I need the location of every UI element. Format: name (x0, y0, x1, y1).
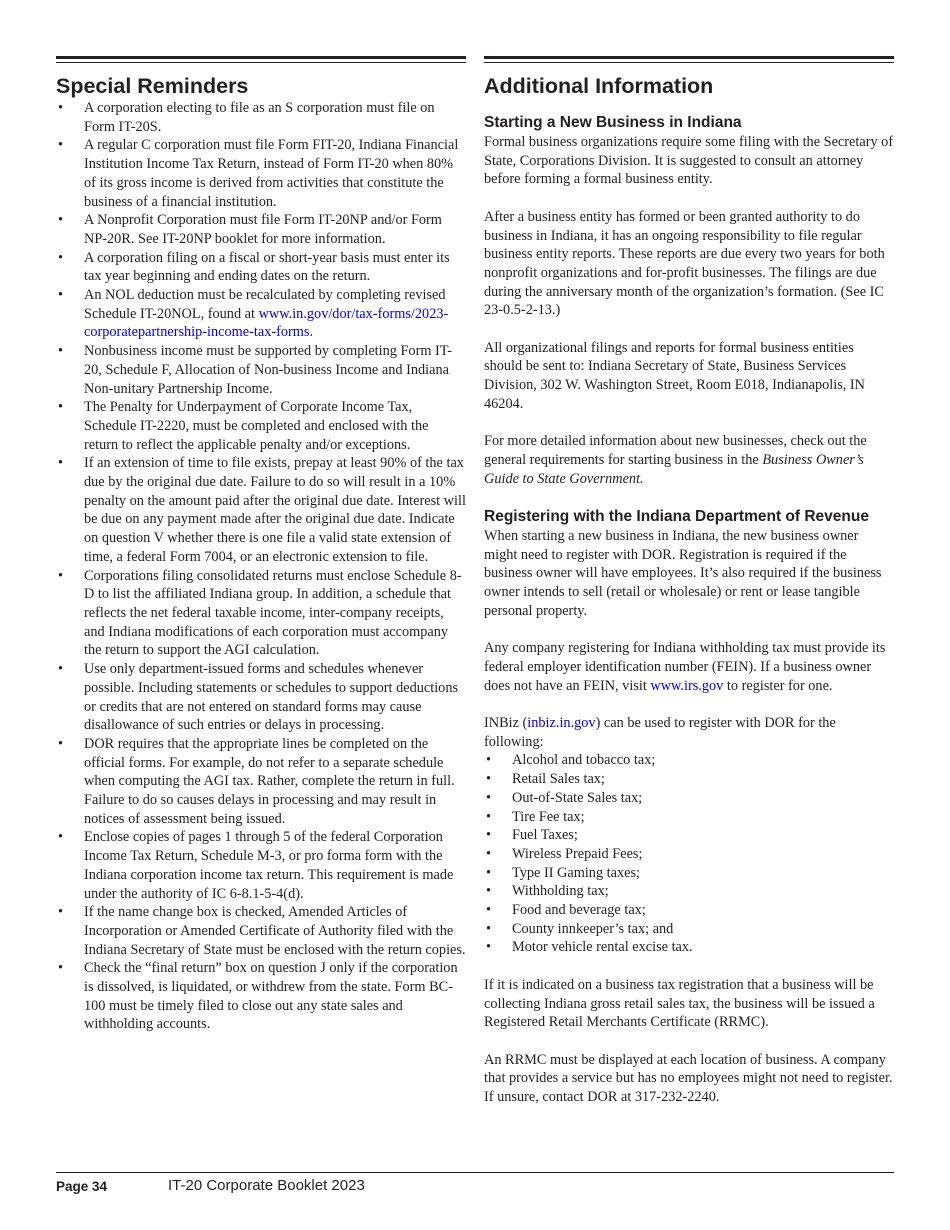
tax-type-item: • Alcohol and tobacco tax; (484, 751, 894, 770)
paragraph: An RRMC must be displayed at each location of business. A company that provides a service but has no employees might not need to register. If unsure, contact DOR at 317-232-2240. (484, 1051, 893, 1106)
item-text: DOR requires that the appropriate lines be completed on the official forms. For example, do not refer to a separate schedule when computing the AGI tax. Rather, complete the return in full. Failure to do so causes delays in processing and may result in notices of assessment being issued. (84, 735, 455, 827)
item-text: . (309, 324, 314, 341)
text: INBiz ( (484, 715, 528, 731)
irs-link[interactable]: www.irs.gov (650, 677, 724, 694)
paragraph: After a business entity has formed or been granted authority to do business in Indiana, it has an ongoing responsibility to file regular business entity reports. These reports are due every two years for both nonprofit organizations and for-profit businesses. The filings are due during the anniversary month of the organization’s formation. (See IC 23-0.5-2-13.) (484, 208, 885, 319)
reminder-item (56, 249, 466, 286)
tax-type-item: • Type II Gaming taxes; (484, 864, 894, 883)
booklet-title: IT-20 Corporate Booklet 2023 (168, 1177, 365, 1194)
tax-type-item: • Wireless Prepaid Fees; (484, 845, 894, 864)
item-text: A regular C corporation must file Form FIT-20, Indiana Financial Institution Income Tax Return, instead of Form IT-20 when 80% of its gross income is derived from activities that constitute the business of a financial institution. (84, 137, 459, 210)
section-rule (484, 56, 894, 63)
paragraph: When starting a new business in Indiana, the new business owner might need to register with DOR. Registration is required if the business owner will have employees. It’s also required if the business owner intends to sell (retail or wholesale) or rent or lease tangible personal property. (484, 528, 882, 619)
item-text: If the name change box is checked, Amended Articles of Incorporation or Amended Certificate of Authority filed with the Indiana Secretary of State must be enclosed with the return copies. (84, 904, 466, 958)
text: to register for one. (723, 677, 833, 694)
section-rule (56, 56, 466, 63)
item-text: A corporation filing on a fiscal or short-year basis must enter its tax year beginning and ending dates on the return. (84, 249, 450, 285)
paragraph: If it is indicated on a business tax registration that a business will be collecting Indiana gross retail sales tax, the business will be issued a Registered Retail Merchants Certificate (RRMC). (484, 976, 875, 1031)
item-text: Corporations filing consolidated returns must enclose Schedule 8-D to list the affiliated Indiana group. In addition, a schedule that reflects the net federal taxable income, inter-company receipts, and Indiana modifications of each corporation must accompany the return to support the AGI calculation. (84, 567, 462, 659)
subheading-register-dor: Registering with the Indiana Department of Revenue (484, 508, 869, 525)
reminder-item (56, 454, 466, 566)
reminders-list (56, 99, 466, 1034)
item-text: The Penalty for Underpayment of Corporate Income Tax, Schedule IT-2220, must be completed and enclosed with the return to reflect the applicable penalty and/or exceptions. (84, 399, 429, 453)
tax-type-list (484, 751, 894, 957)
reminder-item (56, 660, 466, 735)
section-title: Special Reminders (56, 74, 249, 98)
text: ) can be used to register with DOR for the following: (484, 715, 836, 750)
tax-type-item: • Tire Fee tax; (484, 808, 894, 827)
item-text: A corporation electing to file as an S corporation must file on Form IT-20S. (84, 100, 435, 135)
reminder-item (56, 136, 466, 211)
tax-type-item: • Retail Sales tax; (484, 770, 894, 789)
page-number: Page 34 (56, 1179, 108, 1194)
item-text: An NOL deduction must be recalculated by completing revised Schedule IT-20NOL, found at (84, 287, 446, 322)
reminder-item (56, 735, 466, 829)
tax-type-item: • County innkeeper’s tax; and (484, 920, 894, 939)
paragraph (484, 432, 894, 488)
reminder-item (56, 398, 466, 454)
paragraph (484, 714, 894, 751)
paragraph: All organizational filings and reports for formal business entities should be sent to: Indiana Secretary of State, Business Services Division, 302 W. Washington Street, Room E018, Indianapolis, IN 46204. (484, 339, 866, 412)
tax-type-item: • Motor vehicle rental excise tax. (484, 938, 894, 957)
text: For more detailed information about new businesses, check out the general requirements for starting business in the (484, 433, 867, 468)
guide-title: Business Owner’s Guide to State Government. (484, 451, 864, 487)
tax-type-item: • Fuel Taxes; (484, 826, 894, 845)
inbiz-link[interactable]: inbiz.in.gov (527, 715, 596, 731)
reminder-item (56, 903, 466, 959)
tax-type-item: • Withholding tax; (484, 882, 894, 901)
reminder-item (56, 211, 466, 248)
paragraph (484, 639, 894, 695)
reminder-item (56, 567, 466, 661)
reminder-item (56, 286, 466, 342)
tax-type-item: • Food and beverage tax; (484, 901, 894, 920)
additional-info-column (484, 56, 894, 1125)
tax-type-item: • Out-of-State Sales tax; (484, 789, 894, 808)
reminder-item (56, 99, 466, 136)
item-text: Use only department-issued forms and schedules whenever possible. Including statements or schedules to support deductions or credits that are not entered on standard forms may cause disallowance of such entries or delays in processing. (84, 661, 459, 734)
section-title: Additional Information (484, 74, 714, 98)
item-text: Enclose copies of pages 1 through 5 of the federal Corporation Income Tax Return, Schedule M-3, or pro forma form with the Indiana corporation income tax return. This requirement is made under the authority of IC 6-8.1-5-4(d). (84, 829, 454, 902)
item-text: A Nonprofit Corporation must file Form IT-20NP and/or Form NP-20R. See IT-20NP booklet for more information. (84, 212, 442, 247)
reminder-item (56, 342, 466, 398)
reminder-item (56, 959, 466, 1034)
item-text: If an extension of time to file exists, prepay at least 90% of the tax due by the original due date. Failure to do so will result in a 10% penalty on the amount paid after the original due date. Interest will be due on any payment made after the original due date. Indicate on question V whether there is one file a valid state extension of time, a federal Form 7004, or an electronic extension to file. (84, 455, 466, 565)
tax-forms-link[interactable]: www.in.gov/dor/tax-forms/2023-corporatepartnership-income-tax-forms (84, 305, 449, 341)
item-text: Nonbusiness income must be supported by completing Form IT-20, Schedule F, Allocation of Non-business Income and Indiana Non-unitary Partnership Income. (84, 343, 452, 397)
subheading-new-business: Starting a New Business in Indiana (484, 114, 742, 131)
paragraph: Formal business organizations require some filing with the Secretary of State, Corporations Division. It is suggested to consult an attorney before forming a formal business entity. (484, 134, 894, 188)
special-reminders-column (56, 56, 466, 1034)
reminder-item (56, 828, 466, 903)
text: Any company registering for Indiana withholding tax must provide its federal employer identification number (FEIN). If a business owner does not have an FEIN, visit (484, 640, 886, 694)
page-footer (56, 1172, 894, 1194)
item-text: Check the “final return” box on question J only if the corporation is dissolved, is liquidated, or withdrew from the state. Form BC-100 must be timely filed to close out any state sales and withholding accounts. (84, 960, 458, 1033)
